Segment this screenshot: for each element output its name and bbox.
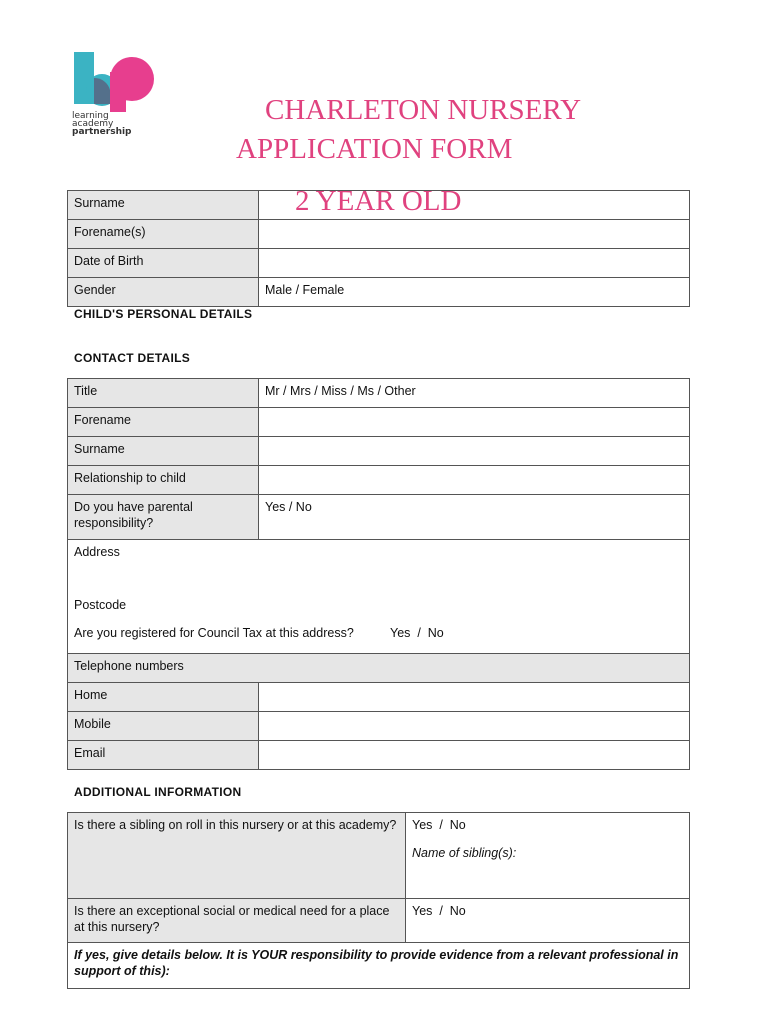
surname-label: Surname: [68, 191, 259, 220]
council-tax-options[interactable]: Yes / No: [390, 626, 444, 640]
sibling-question: Is there a sibling on roll in this nursery or at this academy?: [68, 813, 406, 899]
sibling-name-label: Name of sibling(s):: [412, 846, 517, 860]
home-phone-label: Home: [68, 683, 259, 712]
need-options[interactable]: Yes / No: [406, 899, 690, 943]
dob-label: Date of Birth: [68, 249, 259, 278]
email-field[interactable]: [259, 741, 690, 770]
relationship-field[interactable]: [259, 466, 690, 495]
gender-field[interactable]: Male / Female: [259, 278, 690, 307]
dob-field[interactable]: [259, 249, 690, 278]
sibling-answer-cell[interactable]: [406, 813, 690, 899]
logo-text-line: partnership: [72, 127, 132, 137]
sibling-options[interactable]: Yes / No: [412, 818, 466, 832]
home-phone-field[interactable]: [259, 683, 690, 712]
additional-section-title: ADDITIONAL INFORMATION: [74, 785, 242, 799]
postcode-label: Postcode: [74, 598, 127, 612]
address-label: Address: [74, 545, 120, 559]
evidence-note[interactable]: If yes, give details below. It is YOUR responsibility to provide evidence from a relevant professional in support of this):: [68, 943, 690, 989]
contact-details-table: [67, 378, 690, 770]
logo-text: [72, 112, 132, 136]
mobile-phone-field[interactable]: [259, 712, 690, 741]
telephone-header: Telephone numbers: [68, 654, 690, 683]
contact-forename-label: Forename: [68, 408, 259, 437]
parental-responsibility-field[interactable]: Yes / No: [259, 495, 690, 540]
gender-label: Gender: [68, 278, 259, 307]
address-block[interactable]: [68, 540, 690, 654]
form-title-line2: APPLICATION FORM: [236, 133, 513, 165]
contact-title-field[interactable]: Mr / Mrs / Miss / Ms / Other: [259, 379, 690, 408]
logo-text-line: academy: [72, 119, 114, 129]
contact-section-title: CONTACT DETAILS: [74, 351, 191, 365]
additional-info-table: [67, 812, 690, 989]
need-question: Is there an exceptional social or medical need for a place at this nursery?: [68, 899, 406, 943]
form-title-line1: CHARLETON NURSERY: [265, 94, 582, 126]
logo-text-line: learning: [72, 111, 109, 121]
relationship-label: Relationship to child: [68, 466, 259, 495]
contact-surname-field[interactable]: [259, 437, 690, 466]
mobile-phone-label: Mobile: [68, 712, 259, 741]
forenames-field[interactable]: [259, 220, 690, 249]
contact-title-label: Title: [68, 379, 259, 408]
form-title-line3: 2 YEAR OLD: [295, 185, 462, 217]
email-label: Email: [68, 741, 259, 770]
forenames-label: Forename(s): [68, 220, 259, 249]
contact-forename-field[interactable]: [259, 408, 690, 437]
council-tax-question: Are you registered for Council Tax at this address?: [74, 626, 354, 640]
parental-responsibility-label: Do you have parental responsibility?: [68, 495, 259, 540]
contact-surname-label: Surname: [68, 437, 259, 466]
child-section-title: CHILD'S PERSONAL DETAILS: [74, 307, 253, 321]
